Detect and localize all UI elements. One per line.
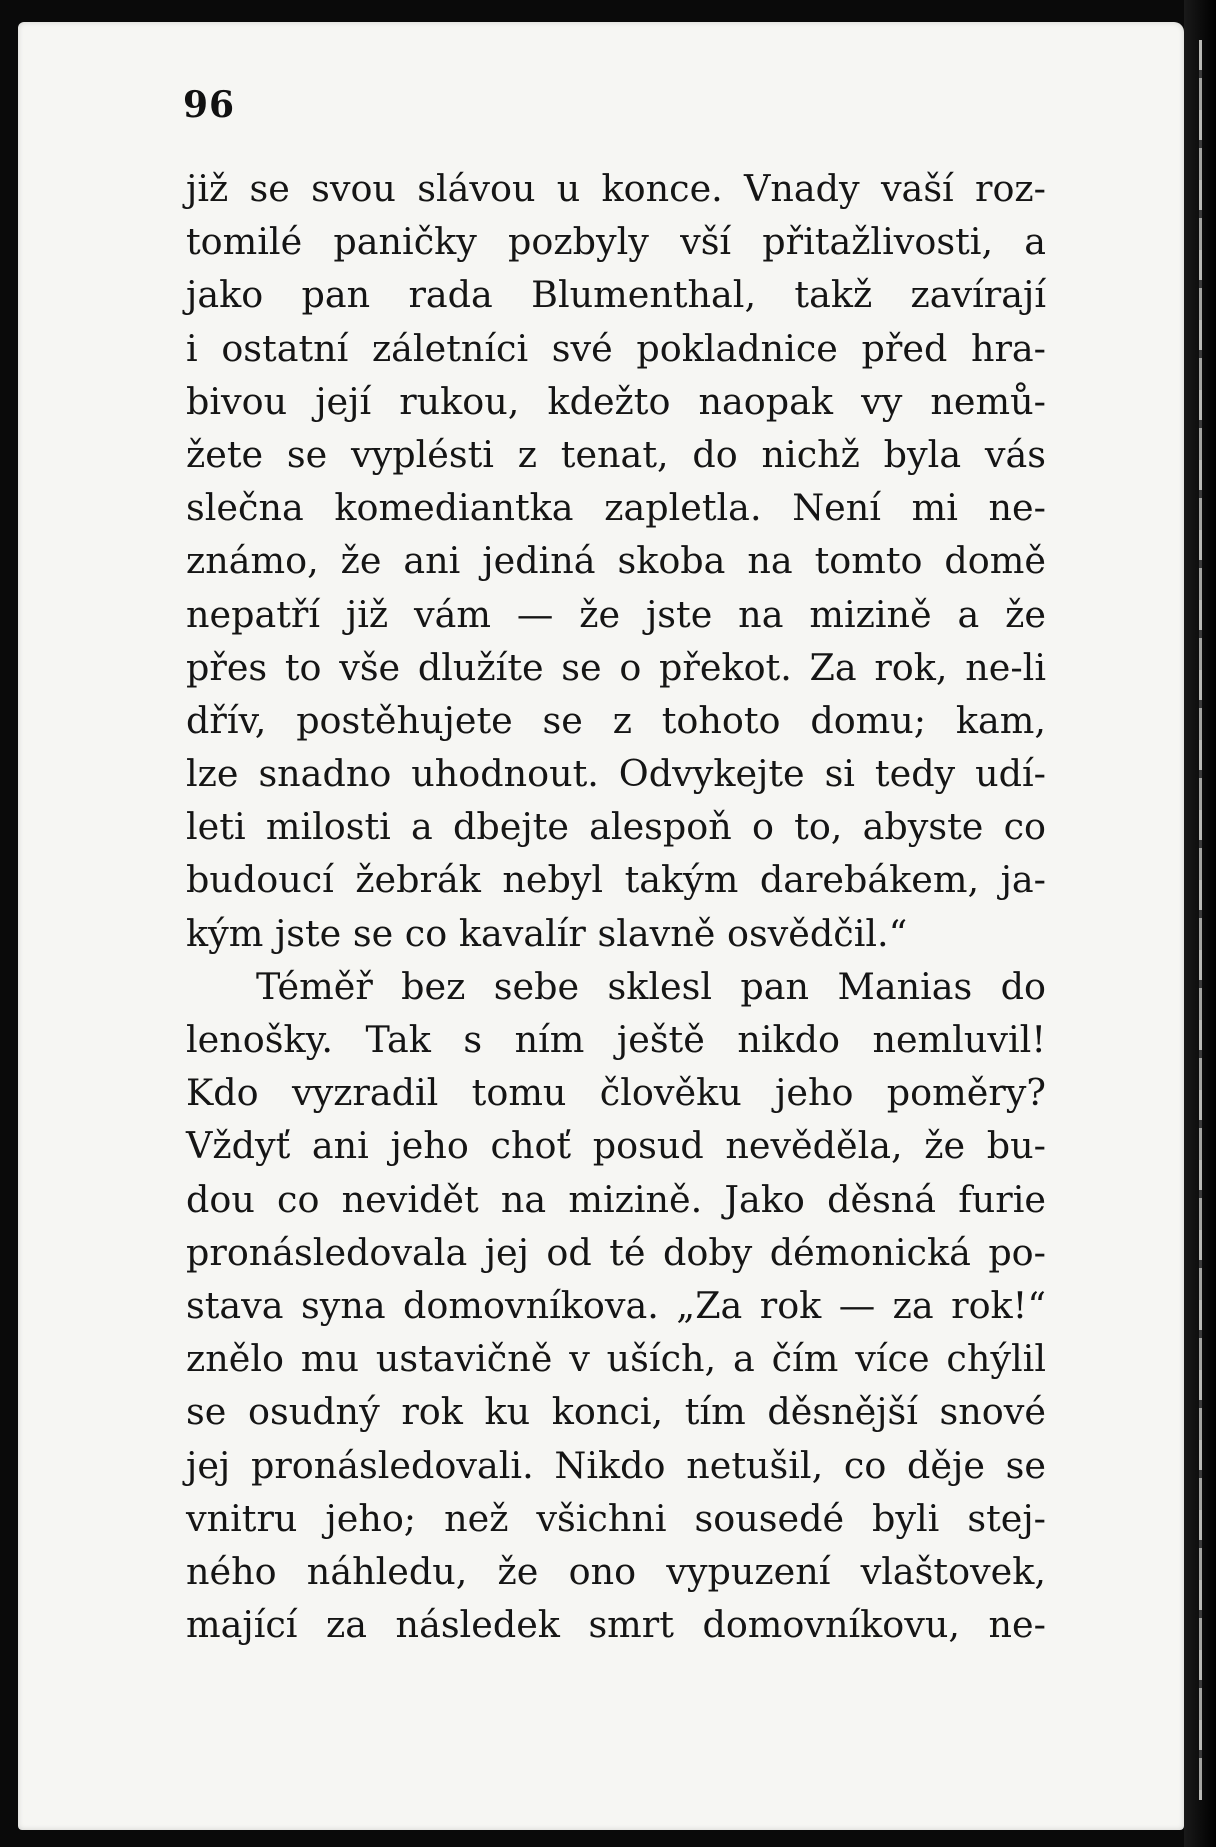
text-line: jej pronásledovali. Nikdo netušil, co děje se (186, 1443, 1046, 1487)
text-line: znělo mu ustavičně v uších, a čím více chýlil (186, 1337, 1046, 1381)
text-line: již se svou slávou u konce. Vnady vaší roz- (186, 167, 1046, 210)
text-line: žete se vyplésti z tenat, do nichž byla vás (186, 432, 1046, 476)
page-number: 96 (183, 84, 236, 126)
text-line: pronásledovala jej od té doby démonická po- (186, 1230, 1046, 1274)
text-line: Téměř bez sebe sklesl pan Manias do (256, 964, 1046, 1008)
text-line: kým jste se co kavalír slavně osvědčil.“ (186, 911, 908, 955)
text-line: dou co nevidět na mizině. Jako děsná furie (186, 1177, 1046, 1221)
text-line: jako pan rada Blumenthal, takž zavírají (186, 273, 1046, 317)
text-line: bivou její rukou, kdežto naopak vy nemů- (186, 379, 1046, 423)
text-line: známo, že ani jediná skoba na tomto domě (186, 539, 1046, 583)
text-line: leti milosti a dbejte alespoň o to, abyste co (186, 805, 1046, 849)
text-line: slečna komediantka zapletla. Není mi ne- (186, 486, 1046, 530)
text-line: nepatří již vám — že jste na mizině a že (186, 592, 1046, 636)
text-line: i ostatní záletníci své pokladnice před hra- (186, 326, 1046, 370)
book-spine (1184, 0, 1216, 1847)
body-text (186, 162, 1046, 1651)
text-line: se osudný rok ku konci, tím děsnější snové (186, 1390, 1046, 1434)
spine-edge (1199, 40, 1202, 1800)
text-line: přes to vše dlužíte se o překot. Za rok, ne-li (186, 645, 1046, 689)
book-page (18, 22, 1184, 1830)
text-line: lenošky. Tak s ním ještě nikdo nemluvil! (186, 1018, 1046, 1061)
text-line: lze snadno uhodnout. Odvykejte si tedy udí- (186, 752, 1046, 796)
text-line: tomilé paničky pozbyly vší přitažlivosti, a (186, 220, 1046, 264)
text-line: dřív, postěhujete se z tohoto domu; kam, (186, 698, 1046, 742)
text-line: vnitru jeho; než všichni sousedé byli stej- (186, 1496, 1046, 1540)
text-line: budoucí žebrák nebyl takým darebákem, ja- (186, 858, 1046, 902)
text-line: mající za následek smrt domovníkovu, ne- (186, 1603, 1046, 1647)
text-line: Vždyť ani jeho choť posud nevěděla, že bu- (186, 1124, 1046, 1168)
text-line: ného náhledu, že ono vypuzení vlaštovek, (186, 1549, 1046, 1593)
text-line: stava syna domovníkova. „Za rok — za rok!“ (186, 1283, 1046, 1327)
text-line: Kdo vyzradil tomu člověku jeho poměry? (186, 1071, 1046, 1115)
